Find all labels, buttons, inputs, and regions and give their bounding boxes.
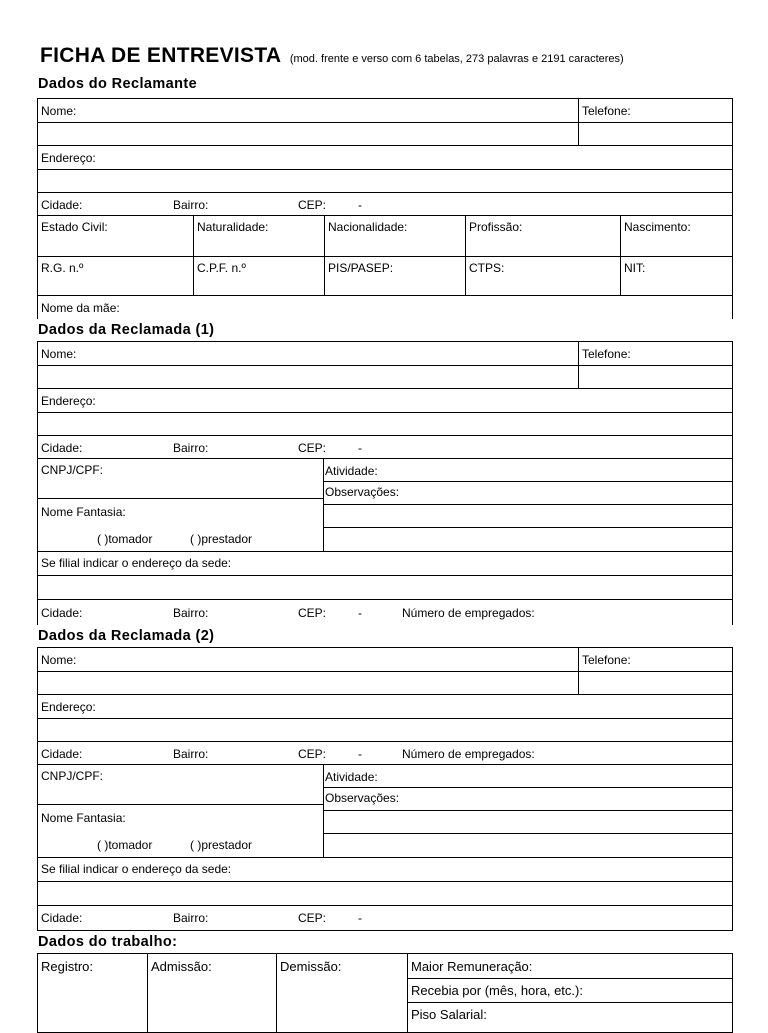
reclamada2-row-empresa	[38, 765, 732, 858]
reclamada2-observacoes-line-1[interactable]	[324, 811, 732, 834]
reclamada2-nome-label: Nome:	[41, 653, 77, 667]
reclamante-ctps-label: CTPS:	[469, 261, 505, 275]
reclamada1-row-endereco-fill[interactable]	[38, 413, 732, 436]
reclamada2-cnpj-divider	[38, 804, 323, 805]
reclamante-nit-cell[interactable]	[620, 257, 732, 295]
reclamada1-row-filial[interactable]	[38, 552, 732, 576]
reclamada2-prestador-option[interactable]: ( )prestador	[190, 838, 253, 852]
trabalho-registro-cell[interactable]	[38, 954, 147, 1032]
reclamada1-row-filial-fill[interactable]	[38, 576, 732, 600]
reclamante-ctps-cell[interactable]	[465, 257, 620, 295]
reclamada2-cnpj-label: CNPJ/CPF:	[41, 769, 104, 783]
reclamada2-observacoes-cell[interactable]	[324, 788, 732, 811]
reclamada1-atividade-cell[interactable]	[324, 459, 732, 482]
reclamada2-telefone-fill[interactable]	[578, 672, 732, 694]
reclamada2-cidade-label: Cidade:	[41, 747, 83, 761]
reclamada2-row-nome	[38, 648, 732, 672]
reclamante-pis-cell[interactable]	[324, 257, 465, 295]
reclamada1-telefone-cell[interactable]	[578, 342, 732, 365]
section-reclamada2-heading: Dados da Reclamada (2)	[38, 628, 215, 644]
reclamante-nome-label: Nome:	[41, 104, 77, 118]
reclamada2-telefone-cell[interactable]	[578, 648, 732, 671]
reclamante-row-endereco-fill[interactable]	[38, 170, 732, 193]
reclamada2-endereco-label: Endereço:	[41, 700, 96, 714]
reclamante-cep-label: CEP:	[298, 198, 327, 212]
reclamada1-observacoes-line-1[interactable]	[324, 505, 732, 528]
reclamada1-cidade-label: Cidade:	[41, 441, 83, 455]
reclamada2-row-filial[interactable]	[38, 858, 732, 882]
trabalho-recebia-por-label: Recebia por (mês, hora, etc.):	[411, 983, 583, 998]
reclamante-row-nome	[38, 99, 732, 123]
reclamante-nit-label: NIT:	[624, 261, 646, 275]
reclamada1-tomador-option[interactable]: ( )tomador	[97, 532, 153, 546]
reclamante-profissao-label: Profissão:	[469, 220, 523, 234]
reclamante-pis-label: PIS/PASEP:	[328, 261, 394, 275]
reclamada1-nome-label: Nome:	[41, 347, 77, 361]
trabalho-maior-remuneracao-cell[interactable]	[408, 954, 732, 979]
reclamada1-row-nome	[38, 342, 732, 366]
section-reclamada1-heading: Dados da Reclamada (1)	[38, 322, 215, 338]
reclamante-table	[37, 98, 733, 319]
reclamante-profissao-cell[interactable]	[465, 216, 620, 256]
reclamada2-observacoes-line-2[interactable]	[324, 834, 732, 857]
reclamada2-bairro2-label: Bairro:	[173, 911, 209, 925]
reclamante-bairro-label: Bairro:	[173, 198, 209, 212]
reclamante-row-endereco[interactable]	[38, 146, 732, 170]
form-title-main: FICHA DE ENTREVISTA	[40, 44, 282, 67]
trabalho-admissao-label: Admissão:	[151, 959, 212, 974]
reclamante-row-nome-fill[interactable]	[38, 123, 732, 146]
reclamada1-cep-label: CEP:	[298, 441, 327, 455]
reclamante-nome-mae-label: Nome da mãe:	[41, 301, 120, 315]
reclamada1-bairro-label: Bairro:	[173, 441, 209, 455]
trabalho-recebia-por-cell[interactable]	[408, 979, 732, 1003]
reclamada1-atividade-label: Atividade:	[325, 464, 378, 478]
trabalho-piso-salarial-cell[interactable]	[408, 1003, 732, 1026]
reclamada1-row-nome-fill[interactable]	[38, 366, 732, 389]
reclamada1-observacoes-cell[interactable]	[324, 482, 732, 505]
reclamada1-cnpj-label: CNPJ/CPF:	[41, 463, 104, 477]
reclamada2-cep-label: CEP:	[298, 747, 327, 761]
trabalho-remuneracao-cell	[407, 954, 732, 1032]
reclamante-estado-civil-cell[interactable]	[38, 216, 193, 256]
reclamada2-cep2-label: CEP:	[298, 911, 327, 925]
reclamada1-empresa-right	[323, 459, 732, 551]
reclamante-cep-dash: -	[358, 198, 362, 212]
reclamada2-filial-label: Se filial indicar o endereço da sede:	[41, 862, 232, 876]
reclamada2-row-filial-cidade[interactable]	[38, 906, 732, 930]
reclamante-endereco-label: Endereço:	[41, 151, 96, 165]
reclamada1-observacoes-label: Observações:	[325, 485, 400, 499]
reclamante-rg-label: R.G. n.º	[41, 261, 84, 275]
reclamada1-empregados-label: Número de empregados:	[402, 606, 535, 620]
reclamada1-row-empresa	[38, 459, 732, 552]
reclamante-row-estado-civil	[38, 216, 732, 257]
reclamada1-cnpj-divider	[38, 498, 323, 499]
reclamante-estado-civil-label: Estado Civil:	[41, 220, 108, 234]
section-trabalho-heading: Dados do trabalho:	[38, 934, 178, 950]
reclamante-nascimento-label: Nascimento:	[624, 220, 691, 234]
reclamada1-nome-fantasia-label: Nome Fantasia:	[41, 505, 126, 519]
reclamada2-row-endereco[interactable]	[38, 695, 732, 719]
reclamada2-cep-dash: -	[358, 747, 362, 761]
section-reclamante-heading: Dados do Reclamante	[38, 76, 198, 92]
reclamada2-atividade-cell[interactable]	[324, 765, 732, 788]
reclamada2-empresa-right	[323, 765, 732, 857]
trabalho-admissao-cell[interactable]	[147, 954, 276, 1032]
reclamante-nacionalidade-cell[interactable]	[324, 216, 465, 256]
reclamada2-table	[37, 647, 733, 931]
reclamante-cpf-label: C.P.F. n.º	[197, 261, 246, 275]
trabalho-maior-remuneracao-label: Maior Remuneração:	[411, 959, 533, 974]
reclamante-row-cidade[interactable]	[38, 193, 732, 216]
reclamada2-telefone-label: Telefone:	[582, 653, 631, 667]
reclamante-cidade-label: Cidade:	[41, 198, 83, 212]
reclamante-telefone-cell[interactable]	[578, 99, 732, 122]
reclamada2-empregados-label: Número de empregados:	[402, 747, 535, 761]
reclamada1-row-endereco[interactable]	[38, 389, 732, 413]
reclamada1-observacoes-line-2[interactable]	[324, 528, 732, 551]
reclamante-rg-cell[interactable]	[38, 257, 193, 295]
reclamante-cpf-cell[interactable]	[193, 257, 324, 295]
reclamante-nascimento-cell[interactable]	[620, 216, 732, 256]
reclamada1-endereco-label: Endereço:	[41, 394, 96, 408]
reclamada2-cidade2-label: Cidade:	[41, 911, 83, 925]
form-title-note: (mod. frente e verso com 6 tabelas, 273 palavras e 2191 caracteres)	[289, 53, 624, 65]
trabalho-table	[37, 953, 733, 1033]
reclamante-telefone-label: Telefone:	[582, 104, 631, 118]
reclamante-naturalidade-cell[interactable]	[193, 216, 324, 256]
reclamada2-cep2-dash: -	[358, 911, 362, 925]
reclamada1-cep-dash: -	[358, 441, 362, 455]
reclamada1-cep2-dash: -	[358, 606, 362, 620]
trabalho-piso-salarial-label: Piso Salarial:	[411, 1007, 487, 1022]
reclamada2-tomador-option[interactable]: ( )tomador	[97, 838, 153, 852]
reclamante-row-nome-mae[interactable]	[38, 296, 732, 320]
trabalho-registro-label: Registro:	[41, 959, 94, 974]
trabalho-demissao-label: Demissão:	[280, 959, 342, 974]
reclamada1-table	[37, 341, 733, 625]
reclamada2-observacoes-label: Observações:	[325, 791, 400, 805]
reclamada2-nome-fantasia-label: Nome Fantasia:	[41, 811, 126, 825]
reclamada1-telefone-fill[interactable]	[578, 366, 732, 388]
reclamada1-prestador-option[interactable]: ( )prestador	[190, 532, 253, 546]
reclamada2-row-cidade[interactable]	[38, 742, 732, 765]
reclamada2-bairro-label: Bairro:	[173, 747, 209, 761]
reclamada2-atividade-label: Atividade:	[325, 770, 378, 784]
reclamante-naturalidade-label: Naturalidade:	[197, 220, 269, 234]
reclamante-nacionalidade-label: Nacionalidade:	[328, 220, 408, 234]
reclamada1-telefone-label: Telefone:	[582, 347, 631, 361]
reclamada1-cidade2-label: Cidade:	[41, 606, 83, 620]
reclamada2-empresa-left	[38, 765, 323, 857]
reclamada1-empresa-left	[38, 459, 323, 551]
reclamada1-row-filial-cidade[interactable]	[38, 600, 732, 626]
trabalho-demissao-cell[interactable]	[276, 954, 407, 1032]
reclamante-row-documentos	[38, 257, 732, 296]
reclamante-telefone-fill[interactable]	[578, 123, 732, 145]
reclamada1-bairro2-label: Bairro:	[173, 606, 209, 620]
reclamada1-filial-label: Se filial indicar o endereço da sede:	[41, 556, 232, 570]
reclamada1-row-cidade[interactable]	[38, 436, 732, 459]
reclamada2-row-endereco-fill[interactable]	[38, 719, 732, 742]
reclamada2-row-filial-fill[interactable]	[38, 882, 732, 906]
form-title	[40, 44, 624, 68]
reclamada1-cep2-label: CEP:	[298, 606, 327, 620]
reclamada2-row-nome-fill[interactable]	[38, 672, 732, 695]
